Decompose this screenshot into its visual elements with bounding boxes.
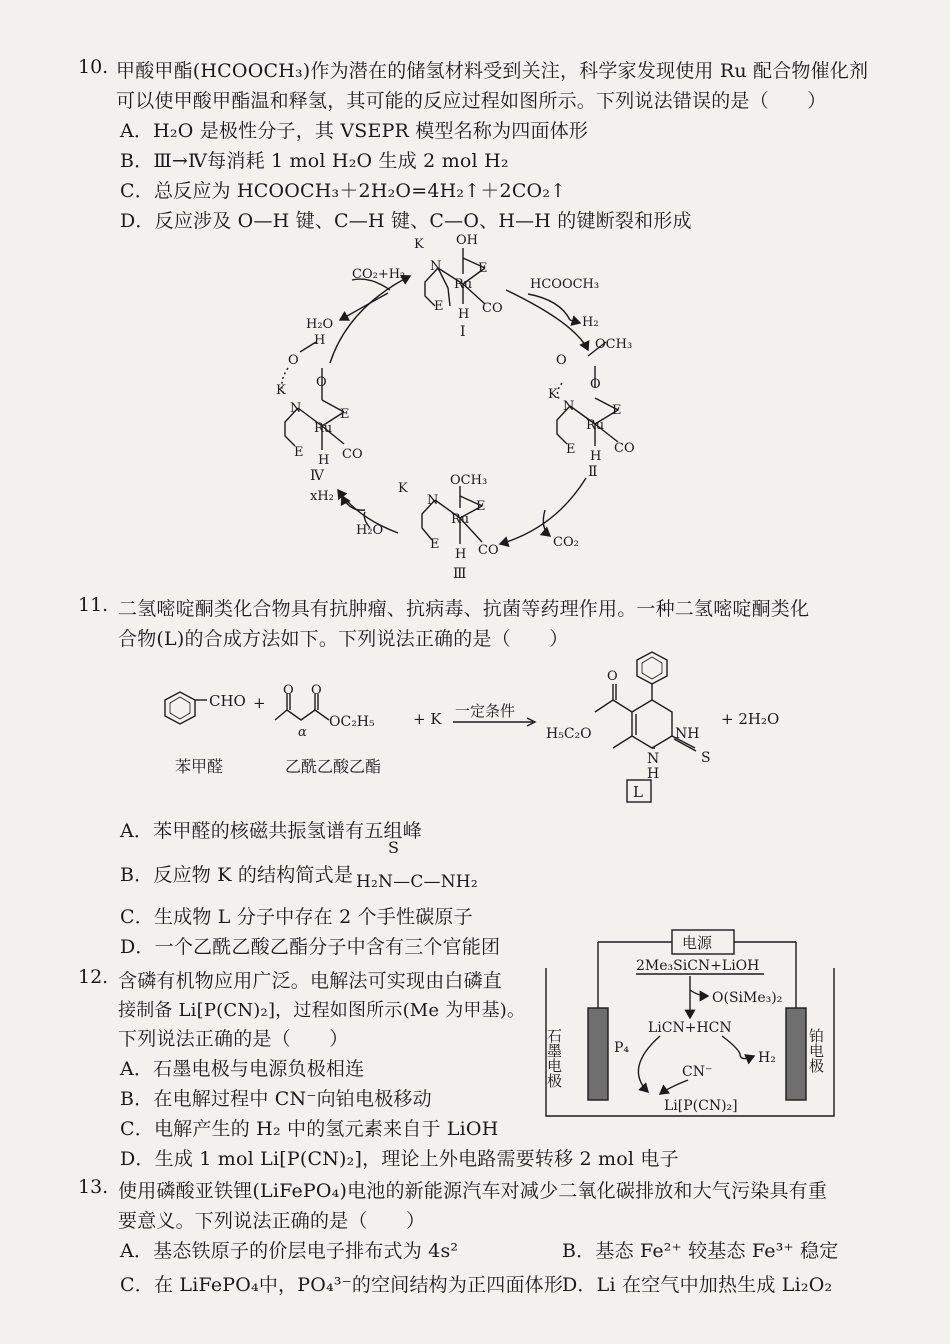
power-supply-label: 电源 — [682, 934, 713, 952]
q10-number: 10. — [78, 56, 109, 78]
platinum-electrode — [786, 1008, 806, 1100]
complex-iv-ru: Ru — [314, 421, 333, 436]
product-nh: NH — [675, 726, 700, 742]
q12-stem-line1: 含磷有机物应用广泛。电解法可实现由白磷直 — [118, 970, 503, 992]
acetoacetate-oc2h5: OC₂H₅ — [329, 714, 375, 730]
complex-iv-co: CO — [342, 447, 363, 462]
label-II: Ⅱ — [588, 464, 598, 480]
complex-iii-h: H — [455, 547, 467, 562]
complex-ii-ru: Ru — [586, 418, 605, 433]
graphite-electrode — [588, 1008, 608, 1100]
complex-iv-h-top: H — [314, 333, 326, 348]
complex-i-oh: OH — [456, 233, 478, 248]
q12-option-b: B．在电解过程中 CN⁻向铂电极移动 — [120, 1088, 432, 1110]
p4-label: P₄ — [614, 1040, 630, 1056]
q11-option-b-s: S — [388, 838, 400, 857]
complex-ii-k: K — [548, 387, 558, 402]
complex-iii-co: CO — [478, 543, 499, 558]
q13-option-b: B．基态 Fe²⁺ 较基态 Fe³⁺ 稳定 — [562, 1240, 839, 1262]
complex-i-k: K — [414, 237, 424, 252]
q12-stem-line3: 下列说法正确的是（ ） — [118, 1028, 349, 1050]
complex-iii-n: N — [427, 493, 439, 508]
arrow-p4-to-product — [638, 1036, 660, 1092]
complex-ii-o: O — [556, 353, 567, 368]
side-h2o-top: H₂O — [306, 317, 334, 332]
q12-number: 12. — [78, 966, 109, 988]
complex-iv-h: H — [318, 453, 330, 468]
acetoacetate-o2: O — [311, 683, 322, 698]
q10-option-d: D．反应涉及 O—H 键、C—H 键、C—O、H—H 的键断裂和形成 — [120, 210, 692, 232]
plus-1: + — [253, 694, 266, 712]
complex-i-n: N — [430, 259, 442, 274]
q13-stem-line2: 要意义。下列说法正确的是（ ） — [118, 1210, 426, 1232]
complex-iv-k: K — [276, 383, 286, 398]
product-o: O — [607, 669, 618, 684]
complex-ii-e2: E — [566, 442, 576, 457]
product-n: N — [647, 751, 660, 767]
product-pyrimidine-ring — [632, 700, 672, 748]
complex-i-ru: Ru — [454, 277, 473, 292]
side-h2o-bottom: H₂O — [356, 523, 384, 538]
q12-option-a: A．石墨电极与电源负极相连 — [120, 1058, 365, 1080]
q13-stem-line1: 使用磷酸亚铁锂(LiFePO₄)电池的新能源汽车对减少二氧化碳排放和大气污染具有重 — [118, 1180, 828, 1202]
hcooch3-in-arrow — [528, 294, 570, 320]
product-s: S — [701, 750, 711, 766]
side-co2-h2: CO₂+H₂ — [352, 267, 406, 282]
q11-reaction-scheme — [135, 650, 795, 810]
side-hcooch3: HCOOCH₃ — [530, 277, 600, 292]
complex-iv-o2: O — [316, 375, 327, 390]
q13-option-d: D．Li 在空气中加热生成 Li₂O₂ — [562, 1274, 833, 1296]
complex-ii-e1: E — [612, 403, 622, 418]
complex-i-e2: E — [434, 299, 444, 314]
h2o-in-arrow-top — [340, 293, 388, 320]
q11-stem-line1: 二氢嘧啶酮类化合物具有抗肿瘤、抗病毒、抗菌等药理作用。一种二氢嘧啶酮类化 — [118, 598, 810, 620]
xh2-out-arrow — [342, 496, 365, 510]
q12-stem-line2: 接制备 Li[P(CN)₂]，过程如图所示(Me 为甲基)。 — [118, 1000, 526, 1021]
h2-out-arrow — [570, 320, 580, 323]
complex-ii-o2: O — [590, 377, 601, 392]
complex-i-co: CO — [482, 301, 503, 316]
q12-option-c: C．电解产生的 H₂ 中的氢元素来自于 LiOH — [120, 1118, 499, 1140]
complex-iv-e2: E — [294, 445, 304, 460]
water-product: + 2H₂O — [721, 710, 780, 728]
side-co2-bottom: CO₂ — [553, 535, 579, 550]
complex-iv-n: N — [290, 401, 302, 416]
licn-hcn-label: LiCN+HCN — [648, 1020, 732, 1036]
q11-option-a: A．苯甲醛的核磁共振氢谱有五组峰 — [120, 820, 422, 842]
plus-k: + K — [413, 710, 442, 728]
q10-catalytic-cycle-diagram — [270, 228, 670, 586]
platinum-electrode-label: 铂电极 — [807, 1028, 825, 1073]
arrow-cn-to-product — [660, 1080, 688, 1094]
q10-option-b: B．Ⅲ→Ⅳ每消耗 1 mol H₂O 生成 2 mol H₂ — [120, 150, 509, 172]
q11-option-c: C．生成物 L 分子中存在 2 个手性碳原子 — [120, 906, 473, 928]
q11-stem-line2: 合物(L)的合成方法如下。下列说法正确的是（ ） — [118, 628, 569, 650]
q12-electrolysis-diagram — [540, 928, 840, 1120]
q10-option-a: A．H₂O 是极性分子，其 VSEPR 模型名称为四面体形 — [120, 120, 589, 142]
q11-number: 11. — [78, 594, 109, 616]
complex-ii-co: CO — [614, 441, 635, 456]
complex-iii-e1: E — [476, 499, 486, 514]
reaction-condition: 一定条件 — [455, 702, 516, 720]
acetoacetate-skeleton — [275, 710, 329, 720]
alpha-label: α — [298, 725, 307, 740]
complex-ii-n: N — [563, 399, 575, 414]
benzaldehyde-name: 苯甲醛 — [175, 757, 224, 776]
product-h: H — [647, 766, 660, 782]
arrow-to-byproduct — [690, 990, 708, 996]
complex-iii-k: K — [398, 481, 408, 496]
q10-stem-line1: 甲酸甲酯(HCOOCH₃)作为潜在的储氢材料受到关注，科学家发现使用 Ru 配合物催化剂 — [116, 60, 869, 82]
h2-label: H₂ — [758, 1050, 776, 1066]
acetoacetate-o1: O — [283, 683, 294, 698]
label-I: Ⅰ — [460, 324, 466, 340]
graphite-electrode-label: 石墨电极 — [545, 1028, 563, 1088]
q11-option-b-formula: H₂N—C—NH₂ — [356, 872, 478, 892]
product-label: L — [633, 783, 643, 801]
acetoacetate-name: 乙酰乙酸乙酯 — [285, 757, 382, 776]
arrow-to-h2 — [722, 1036, 754, 1059]
q11-option-b: B．反应物 K 的结构简式是 — [120, 864, 354, 886]
q13-number: 13. — [78, 1176, 109, 1198]
complex-i-e1: E — [478, 261, 488, 276]
complex-ii-och3: OCH₃ — [595, 337, 633, 352]
benzaldehyde-cho: CHO — [209, 692, 246, 710]
reagents-label: 2Me₃SiCN+LiOH — [636, 958, 760, 974]
side-xh2: xH₂ — [310, 489, 334, 504]
complex-ii-h: H — [590, 449, 602, 464]
complex-i-h: H — [458, 307, 470, 322]
complex-iv-e1: E — [340, 407, 350, 422]
complex-iii-och3: OCH₃ — [450, 473, 488, 488]
q13-option-c: C．在 LiFePO₄中，PO₄³⁻的空间结构为正四面体形 — [120, 1274, 564, 1296]
q10-stem-line2: 可以使甲酸甲酯温和释氢，其可能的反应过程如图所示。下列说法错误的是（ ） — [116, 90, 827, 112]
q13-option-a: A．基态铁原子的价层电子排布式为 4s² — [120, 1240, 459, 1262]
q12-option-d: D．生成 1 mol Li[P(CN)₂]，理论上外电路需要转移 2 mol 电子 — [120, 1148, 679, 1170]
complex-iv-o1: O — [288, 353, 299, 368]
byproduct-label: O(SiMe₃)₂ — [712, 990, 783, 1006]
product-label: Li[P(CN)₂] — [664, 1098, 738, 1114]
product-h5c2o: H₅C₂O — [546, 726, 592, 742]
label-IV: Ⅳ — [310, 468, 324, 484]
label-III: Ⅲ — [453, 566, 467, 582]
complex-iii-ru: Ru — [451, 512, 470, 527]
cn-label: CN⁻ — [682, 1064, 713, 1080]
complex-iii-e2: E — [430, 537, 440, 552]
q11-option-d: D．一个乙酰乙酸乙酯分子中含有三个官能团 — [120, 936, 501, 958]
side-h2-right: H₂ — [582, 315, 599, 330]
q10-option-c: C．总反应为 HCOOCH₃＋2H₂O=4H₂↑＋2CO₂↑ — [120, 180, 567, 202]
